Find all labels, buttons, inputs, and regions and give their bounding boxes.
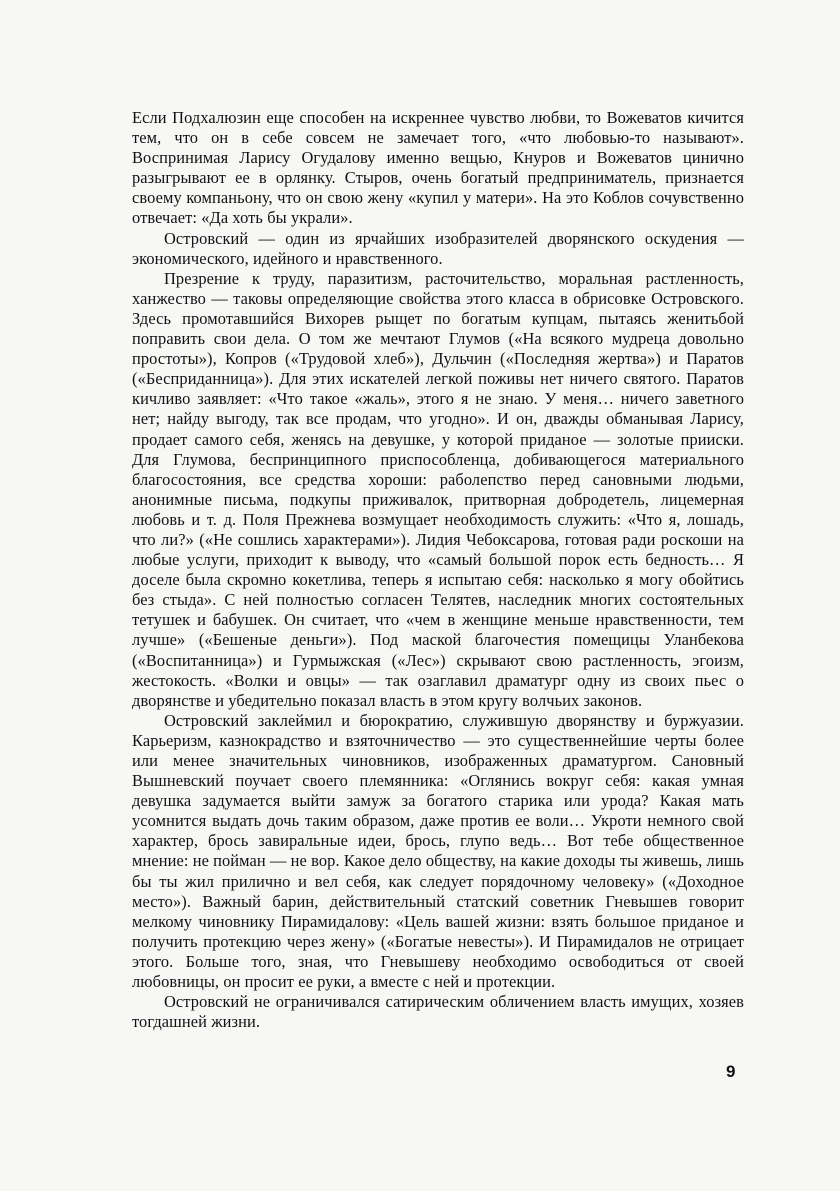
paragraph-3: Презрение к труду, паразитизм, расточительство, моральная растленность, ханжество — таковы определяющие свойства этого класса в обрисовке Островского. Здесь промотавшийся Вихорев рыщет по богатым купцам, пытаясь женитьбой поправить свои дела. О том же мечтают Глумов («На всякого мудреца довольно простоты»), Копров («Трудовой хлеб»), Дульчин («Последняя жертва») и Паратов («Бесприданница»). Для этих искателей легкой поживы нет ничего святого. Паратов кичливо заявляет: «Что такое «жаль», этого я не знаю. У меня… ничего заветного нет; найду выгоду, так все продам, что угодно». И он, дважды обманывая Ларису, продает самого себя, женясь на девушке, у которой приданое — золотые прииски. Для Глумова, беспринципного приспособленца, добивающегося материального благосостояния, все средства хороши: раболепство перед сановными людьми, анонимные письма, подкупы приживалок, притворная добродетель, лицемерная любовь и т. д. Поля Прежнева возмущает необходимость служить: «Что я, лошадь, что ли?» («Не сошлись характерами»). Лидия Чебоксарова, готовая ради роскоши на любые услуги, приходит к выводу, что «самый большой порок есть бедность… Я доселе была скромно кокетлива, теперь я испытаю себя: насколько я могу обойтись без стыда». С ней полностью согласен Телятев, наследник многих состоятельных тетушек и бабушек. Он считает, что «чем в женщине меньше нравственности, тем лучше» («Бешеные деньги»). Под маской благочестия помещицы Уланбекова («Воспитанница») и Гурмыжская («Лес») скрывают свою растленность, эгоизм, жестокость. «Волки и овцы» — так озаглавил драматург одну из своих пьес о дворянстве и убедительно показал власть в этом кругу волчьих законов. [132, 268, 744, 710]
paragraph-2: Островский — один из ярчайших изобразителей дворянского оскудения — экономического, идейного и нравственного. [132, 228, 744, 268]
page-number: 9 [726, 1062, 736, 1081]
paragraph-4: Островский заклеймил и бюрократию, служившую дворянству и буржуазии. Карьеризм, казнокрадство и взяточничество — это существеннейшие черты более или менее значительных чиновников, изображенных драматургом. Сановный Вышневский поучает своего племянника: «Оглянись вокруг себя: какая умная девушка задумается выйти замуж за богатого старика или урода? Какая мать усомнится выдать дочь таким образом, даже против ее воли… Укроти немного свой характер, брось завиральные идеи, брось, глупо ведь… Вот тебе общественное мнение: не пойман — не вор. Какое дело обществу, на какие доходы ты живешь, лишь бы ты жил прилично и вел себя, как следует порядочному человеку» («Доходное место»). Важный барин, действительный статский советник Гневышев говорит мелкому чиновнику Пирамидалову: «Цель вашей жизни: взять большое приданое и получить протекцию через жену» («Богатые невесты»). И Пирамидалов не отрицает этого. Больше того, зная, что Гневышеву необходимо освободиться от своей любовницы, он просит ее руки, а вместе с ней и протекции. [132, 710, 744, 992]
paragraph-5: Островский не ограничивался сатирическим обличением власть имущих, хозяев тогдашней жизни. [132, 992, 744, 1032]
paragraph-1: Если Подхалюзин еще способен на искреннее чувство любви, то Вожеватов кичится тем, что он в себе совсем не замечает того, «что любовью-то называют». Воспринимая Ларису Огудалову именно вещью, Кнуров и Вожеватов цинично разыгрывают ее в орлянку. Стыров, очень богатый предприниматель, признается своему компаньону, что он свою жену «купил у матери». На это Коблов сочувственно отвечает: «Да хоть бы украли». [132, 108, 744, 228]
body-text [132, 108, 744, 1032]
